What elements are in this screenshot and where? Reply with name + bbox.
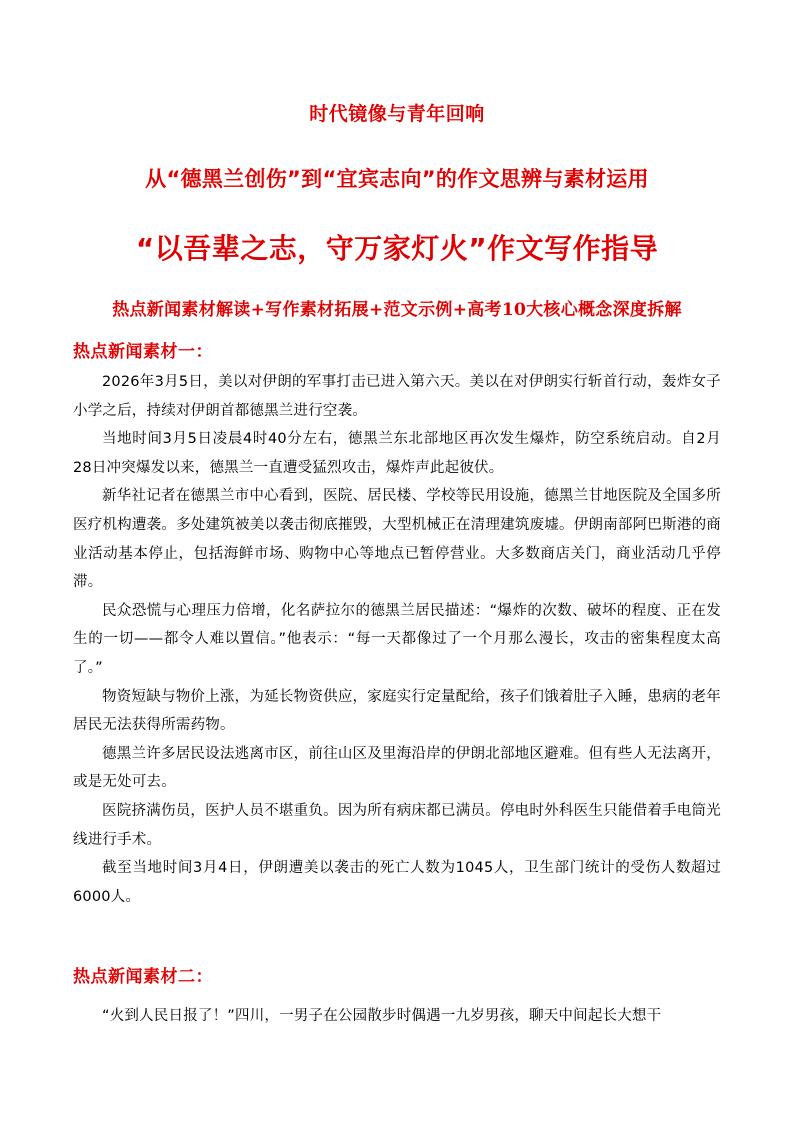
- paragraph: 当地时间3月5日凌晨4时40分左右，德黑兰东北部地区再次发生爆炸，防空系统启动。自2月28日冲突爆发以来，德黑兰一直遭受猛烈攻击，爆炸声此起彼伏。: [73, 431, 721, 476]
- document-subtitle: 热点新闻素材解读+写作素材拓展+范文示例+高考10大核心概念深度拆解: [112, 300, 682, 320]
- paragraph: 物资短缺与物价上涨，为延长物资供应，家庭实行定量配给，孩子们饿着肚子入睡，患病的老年居民无法获得所需药物。: [73, 688, 721, 734]
- paragraph: 2026年3月5日，美以对伊朗的军事打击已进入第六天。美以在对伊朗实行斩首行动，轰炸女子小学之后，持续对伊朗首都德黑兰进行空袭。: [73, 374, 721, 419]
- paragraph: 新华社记者在德黑兰市中心看到，医院、居民楼、学校等民用设施，德黑兰甘地医院及全国多所医疗机构遭袭。多处建筑被美以袭击彻底摧毁，大型机械正在清理建筑废墟。伊朗南部阿巴斯港的商业活动基本停止，包括海鲜市场、购物中心等地点已暂停营业。大多数商店关门，商业活动几乎停滞。: [73, 488, 721, 591]
- document-title-line-2: 从“德黑兰创伤”到“宜宾志向”的作文思辨与素材运用: [145, 167, 649, 191]
- paragraph: 德黑兰许多居民设法逃离市区，前往山区及里海沿岸的伊朗北部地区避难。但有些人无法离开，或是无处可去。: [73, 745, 721, 791]
- section-heading-news-1: 热点新闻素材一：: [73, 342, 213, 362]
- section-heading-news-2: 热点新闻素材二：: [73, 967, 213, 987]
- paragraph: 医院挤满伤员，医护人员不堪重负。因为所有病床都已满员。停电时外科医生只能借着手电筒光线进行手术。: [73, 802, 721, 848]
- paragraph: 民众恐慌与心理压力倍增，化名萨拉尔的德黑兰居民描述：“爆炸的次数、破坏的程度、正在发生的一切——都令人难以置信。”他表示：“每一天都像过了一个月那么漫长，攻击的密集程度太高了。”: [73, 602, 721, 676]
- section-body-news-1: [73, 368, 721, 911]
- section-body-news-2: [73, 1002, 721, 1031]
- document-title-line-1: 时代镜像与青年回响: [309, 103, 485, 125]
- document-main-title: “以吾辈之志，守万家灯火”作文写作指导: [135, 232, 659, 265]
- paragraph: “火到人民日报了！”四川，一男子在公园散步时偶遇一九岁男孩，聊天中间起长大想干: [102, 1008, 662, 1024]
- paragraph: 截至当地时间3月4日，伊朗遭美以袭击的死亡人数为1045人，卫生部门统计的受伤人数超过6000人。: [73, 860, 721, 905]
